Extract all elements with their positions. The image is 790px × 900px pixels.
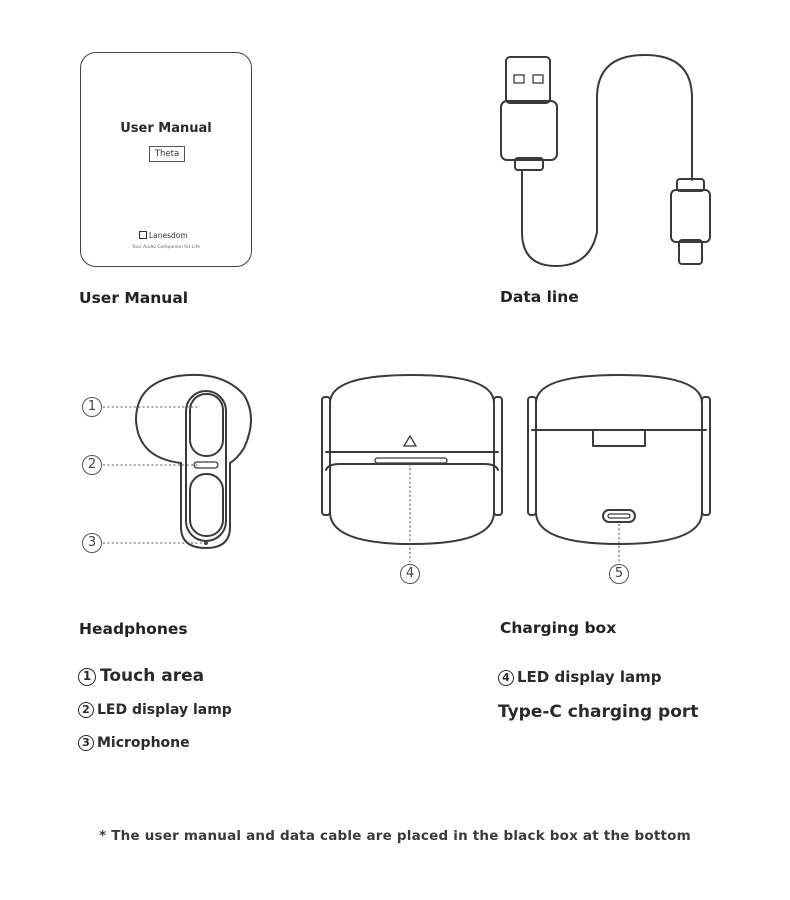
feature-text: LED display lamp: [517, 668, 662, 686]
data-line-label: Data line: [500, 288, 579, 306]
brand-logo-icon: [139, 231, 147, 239]
feature-microphone: [78, 735, 190, 751]
feature-text: Microphone: [97, 735, 190, 751]
callout-4: 4: [400, 564, 420, 584]
headphones-label: Headphones: [79, 620, 188, 638]
feature-touch-area: [78, 666, 204, 686]
feature-num-2: 2: [78, 702, 94, 718]
callout-3: 3: [82, 533, 102, 553]
manual-cover-model: Theta: [149, 146, 185, 162]
callout-2: 2: [82, 455, 102, 475]
feature-num-4: 4: [498, 670, 514, 686]
manual-brand-name: Lanesdom: [149, 231, 188, 240]
feature-text: LED display lamp: [97, 702, 232, 718]
manual-cover-brand: [139, 231, 188, 240]
charging-box-label: Charging box: [500, 619, 617, 637]
callout-1: 1: [82, 397, 102, 417]
feature-led-lamp-box: [498, 668, 661, 686]
feature-led-lamp-headphone: [78, 702, 232, 718]
feature-num-3: 3: [78, 735, 94, 751]
footnote: * The user manual and data cable are placed in the black box at the bottom: [99, 828, 691, 844]
manual-cover-tagline: Your Audio Companion for Life: [131, 245, 201, 250]
callout-5: 5: [609, 564, 629, 584]
feature-text: Touch area: [100, 666, 205, 686]
manual-cover-title: User Manual: [120, 121, 212, 136]
feature-type-c-port: Type-C charging port: [498, 702, 699, 722]
user-manual-label: User Manual: [79, 289, 189, 307]
feature-num-1: 1: [78, 668, 96, 686]
user-manual-illustration: [80, 52, 252, 267]
